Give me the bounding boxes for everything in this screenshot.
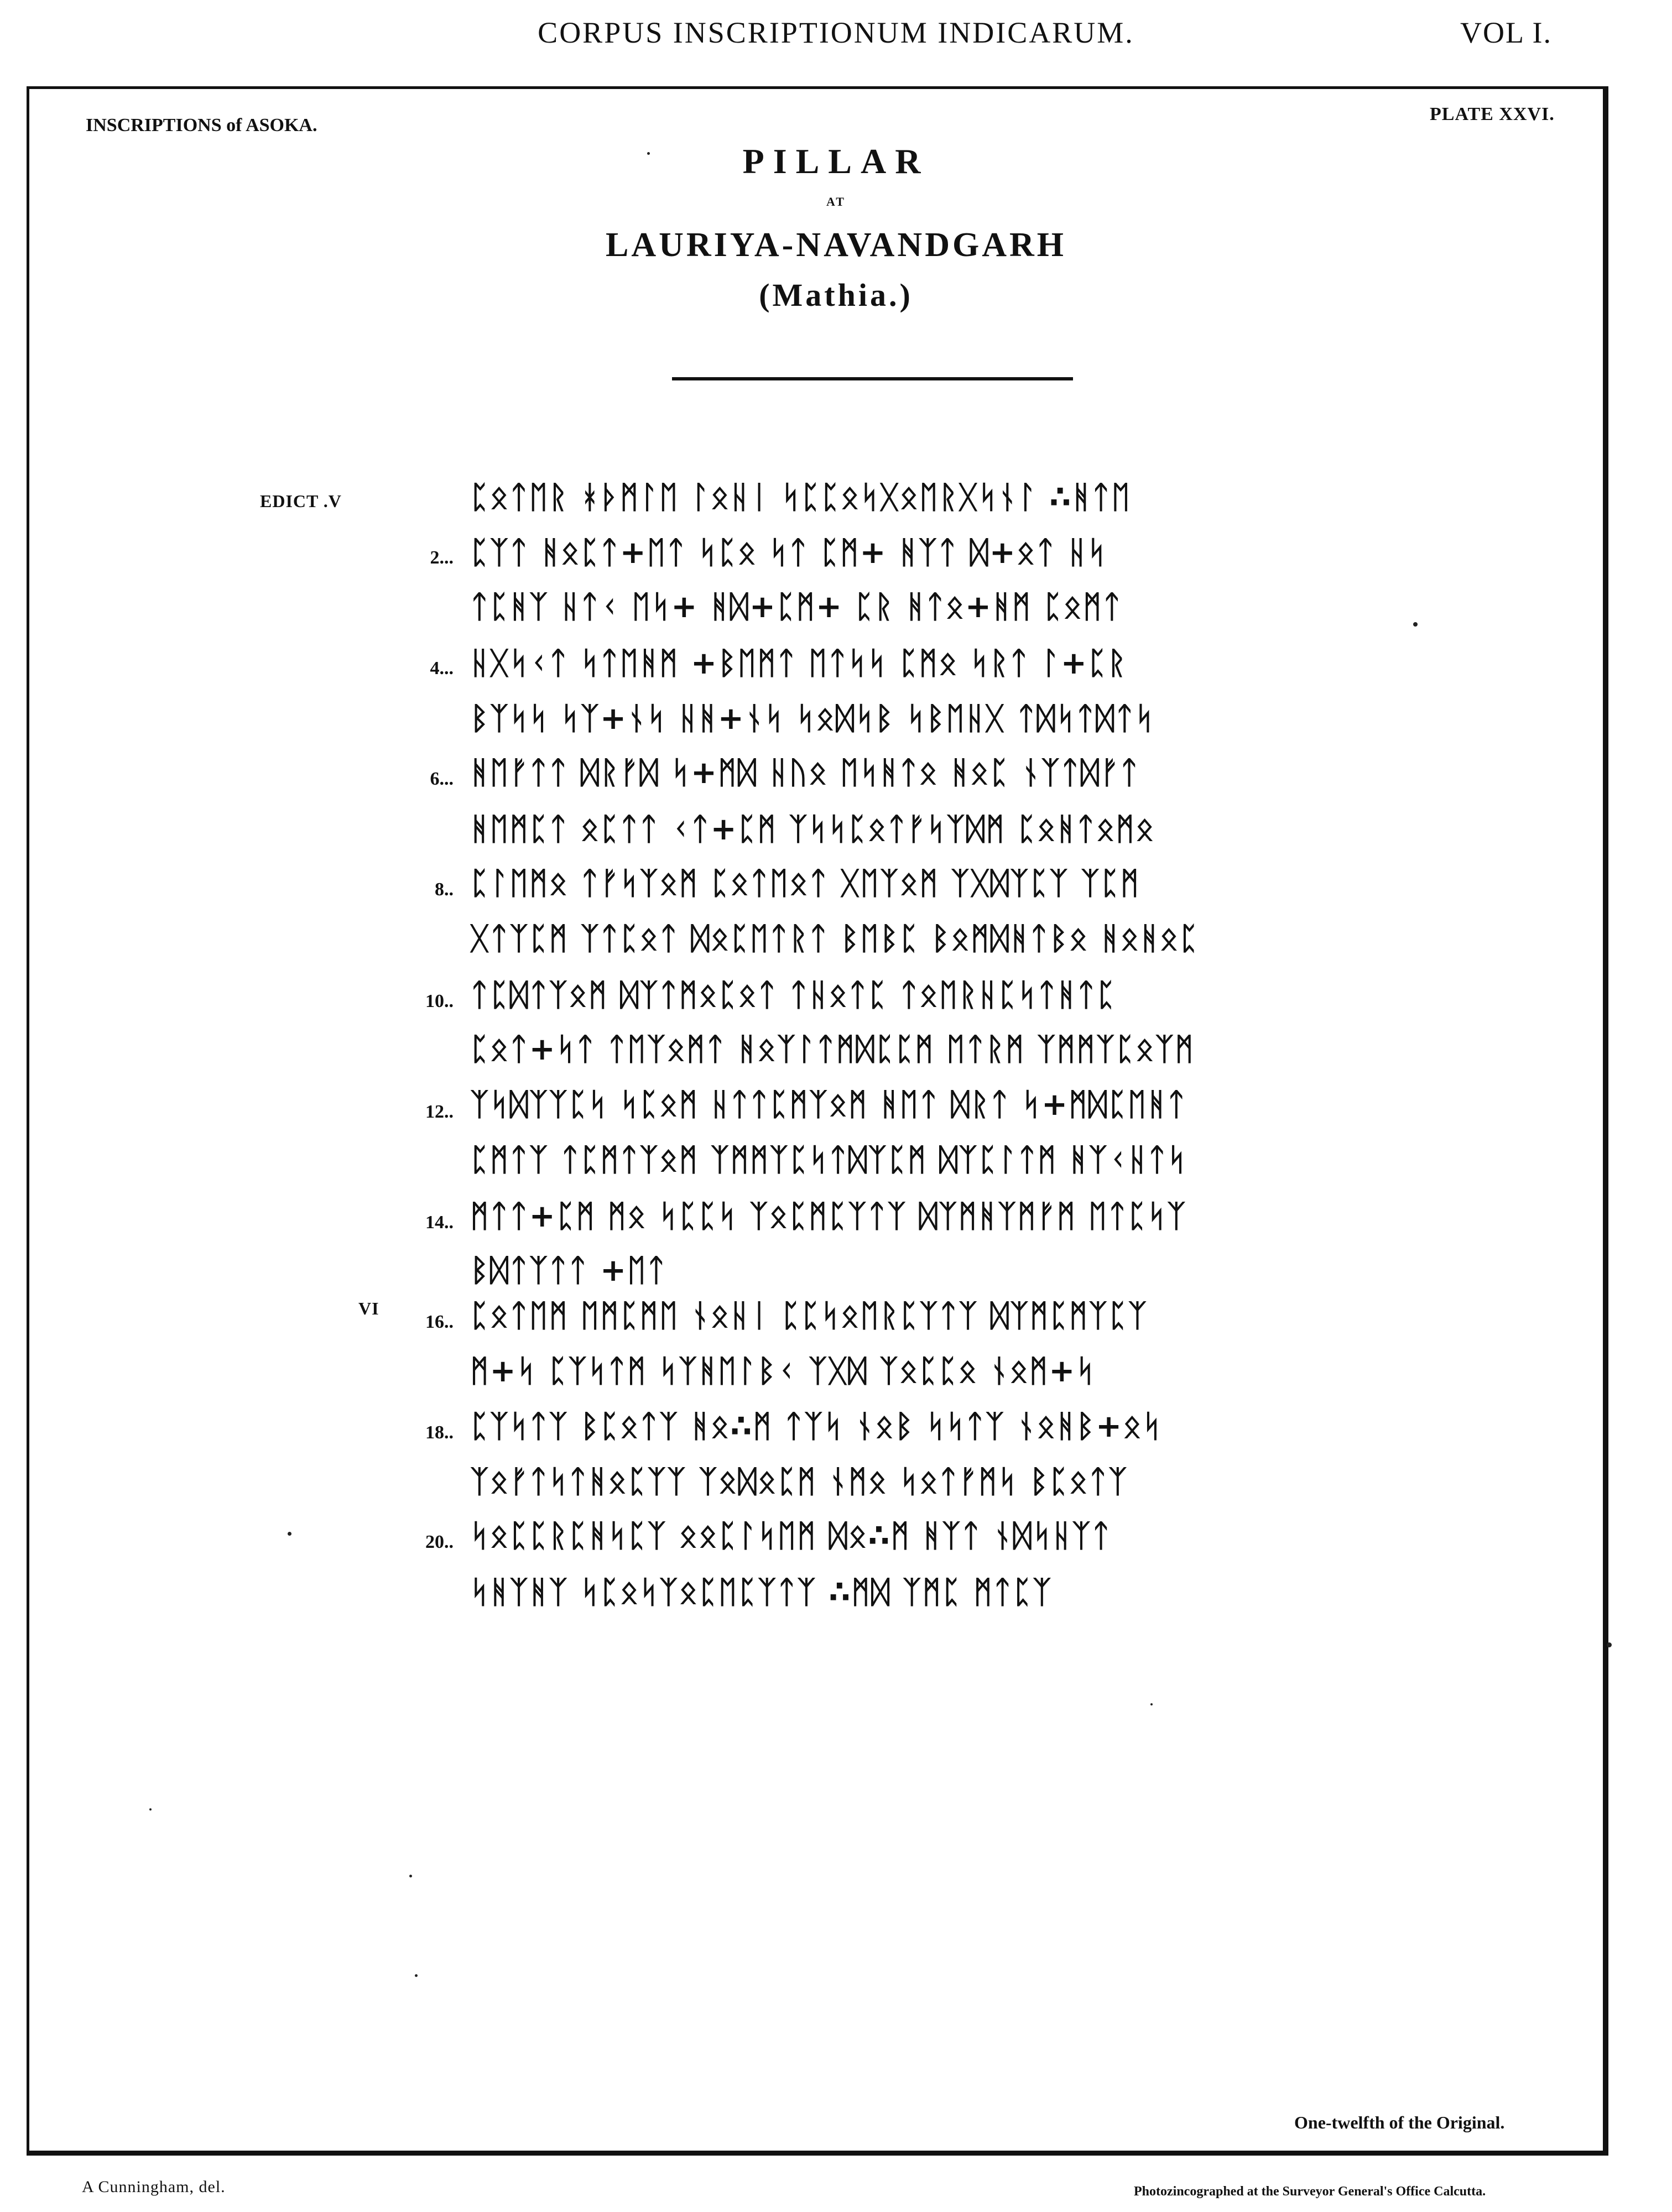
- inscription-line: ᛒᛞᛏᛉᛏᛏ +ᛖᛏ: [470, 1253, 667, 1288]
- line-number: 8..: [435, 879, 454, 900]
- inscription-line: ᛉᛟᚠᛏᛋᛏᚻᛟᛈᛉᛉ ᛉᛟᛞᛟᛈᛗ ᚾᛗᛟ ᛋᛟᛏᚠᛗᛋ ᛒᛈᛟᛏᛉ: [470, 1464, 1128, 1500]
- inscription-line: ᛗᛏᛏ+ᛈᛗ ᛗᛟ ᛋᛈᛈᛋ ᛉᛟᛈᛗᛈᛉᛏᛉ ᛞᛉᛗᚻᛉᛗᚠᛗ ᛖᛏᛈᛋᛉ: [470, 1198, 1187, 1234]
- title-rule: [672, 377, 1073, 380]
- inscription-line: ᚻᛖᛗᛈᛏ ᛟᛈᛏᛏ ᚲᛏ+ᛈᛗ ᛉᛋᛋᛈᛟᛏᚠᛋᛉᛞᛗ ᛈᛟᚻᛏᛟᛗᛟ: [470, 811, 1155, 847]
- line-number: 14..: [425, 1212, 454, 1233]
- artist-credit: A Cunningham, del.: [82, 2178, 226, 2196]
- running-title: CORPUS INSCRIPTIONUM INDICARUM.: [538, 16, 1134, 49]
- inscription-line: ᛈᛉᛏ ᚻᛟᛈᛏ+ᛖᛏ ᛋᛈᛟ ᛋᛏ ᛈᛗ+ ᚻᛉᛏ ᛞ+ᛟᛏ ᚺᛋ: [470, 535, 1107, 571]
- plate-title: PILLAR: [742, 142, 930, 181]
- line-number: 2...: [430, 547, 454, 568]
- plate-number: PLATE XXVI.: [1430, 104, 1555, 124]
- scale-note: One-twelfth of the Original.: [1294, 2112, 1505, 2132]
- edict-vi-label: VI: [358, 1298, 379, 1318]
- printer-credit: Photozincographed at the Surveyor General's Office Calcutta.: [1134, 2184, 1486, 2199]
- print-speck: [1607, 1642, 1612, 1647]
- inscription-line: ᚺᚷᛋᚲᛏ ᛋᛏᛖᚻᛗ +ᛒᛖᛗᛏ ᛖᛏᛋᛋ ᛈᛗᛟ ᛋᚱᛏ ᛚ+ᛈᚱ: [470, 645, 1128, 681]
- print-speck: [1413, 622, 1418, 627]
- line-number: 16..: [425, 1312, 454, 1332]
- series-label: INSCRIPTIONS of ASOKA.: [86, 115, 317, 135]
- inscription-line: ᛉᛋᛞᛉᛉᛈᛋ ᛋᛈᛟᛗ ᚺᛏᛏᛈᛗᛉᛟᛗ ᚻᛖᛏ ᛞᚱᛏ ᛋ+ᛗᛞᛈᛖᚻᛏ: [470, 1087, 1187, 1123]
- inscription-line: ᛈᛟᛏᛖᛗ ᛖᛗᛈᛗᛖ ᚾᛟᚺᛁ ᛈᛈᛋᛟᛖᚱᛈᛉᛏᛉ ᛞᛉᛗᛈᛗᛉᛈᛉ: [470, 1298, 1148, 1334]
- inscription-line: ᛒᛉᛋᛋ ᛋᛉ+ᚾᛋ ᚺᚻ+ᚾᛋ ᛋᛟᛞᛋᛒ ᛋᛒᛖᚺᚷ ᛏᛞᛋᛏᛞᛏᛋ: [470, 701, 1155, 737]
- line-number: 12..: [425, 1102, 454, 1122]
- line-number: 4...: [430, 658, 454, 679]
- site-subname: (Mathia.): [759, 277, 913, 313]
- inscription-line: ᚻᛖᚠᛏᛏ ᛞᚱᚠᛞ ᛋ+ᛗᛞ ᚺᚢᛟ ᛖᛋᚻᛏᛟ ᚻᛟᛈ ᚾᛉᛏᛞᚠᛏ: [470, 755, 1140, 791]
- inscription-line: ᛈᛚᛖᛗᛟ ᛏᚠᛋᛉᛟᛗ ᛈᛟᛏᛖᛟᛏ ᚷᛖᛉᛟᛗ ᛉᚷᛞᛉᛈᛉ ᛉᛈᛗ: [470, 865, 1140, 901]
- inscription-line: ᛏᛈᛞᛏᛉᛟᛗ ᛞᛉᛏᛗᛟᛈᛟᛏ ᛏᚺᛟᛏᛈ ᛏᛟᛖᚱᚺᛈᛋᛏᚻᛏᛈ: [470, 977, 1117, 1013]
- print-speck: [409, 1875, 412, 1877]
- print-speck: [647, 152, 650, 155]
- line-number: 18..: [425, 1422, 454, 1443]
- print-speck: [288, 1532, 291, 1536]
- inscription-line: ᛈᛟᛏᛖᚱ ᚼᚦᛗᛚᛖ ᛚᛟᚺᛁ ᛋᛈᛈᛟᛋᚷᛟᛖᚱᚷᛋᚾᛚ ∴ᚻᛏᛖ: [470, 479, 1131, 515]
- volume-label: VOL I.: [1460, 16, 1552, 49]
- line-number: 6...: [430, 769, 454, 789]
- inscription-line: ᛈᛗᛏᛉ ᛏᛈᛗᛏᛉᛟᛗ ᛉᛗᛗᛉᛈᛋᛏᛞᛉᛈᛗ ᛞᛉᛈᛚᛏᛗ ᚻᛉᚲᚺᛏᛋ: [470, 1142, 1187, 1178]
- plate-title-connector: AT: [826, 195, 846, 208]
- print-speck: [149, 1808, 152, 1811]
- inscription-line: ᛈᛟᛏ+ᛋᛏ ᛏᛖᛉᛟᛗᛏ ᚻᛟᛉᛚᛏᛗᛞᛈᛈᛗ ᛖᛏᚱᛗ ᛉᛗᛗᛉᛈᛟᛉᛗ: [470, 1031, 1195, 1067]
- line-number: 10..: [425, 991, 454, 1011]
- inscription-line: ᛈᛉᛋᛏᛉ ᛒᛈᛟᛏᛉ ᚻᛟ∴ᛗ ᛏᛉᛋ ᚾᛟᛒ ᛋᛋᛏᛉ ᚾᛟᚻᛒ+ᛟᛋ: [470, 1408, 1163, 1444]
- site-name: LAURIYA-NAVANDGARH: [606, 226, 1066, 264]
- inscription-line: ᛗ+ᛋ ᛈᛉᛋᛏᛗ ᛋᛉᚻᛖᛚᛒᚲ ᛉᚷᛞ ᛉᛟᛈᛈᛟ ᚾᛟᛗ+ᛋ: [470, 1353, 1096, 1389]
- edict-v-label: EDICT .V: [260, 491, 342, 511]
- print-speck: [415, 1974, 418, 1977]
- inscription-line: ᛋᛟᛈᛈᚱᛈᚻᛋᛈᛉ ᛟᛟᛈᛚᛋᛖᛗ ᛞᛟ∴ᛗ ᚻᛉᛏ ᚾᛞᛋᚺᛉᛏ: [470, 1518, 1112, 1554]
- line-number: 20..: [425, 1532, 454, 1552]
- print-speck: [1150, 1703, 1153, 1705]
- inscription-line: ᛏᛈᚻᛉ ᚺᛏᚲ ᛖᛋ+ ᚻᛞ+ᛈᛗ+ ᛈᚱ ᚻᛏᛟ+ᚻᛗ ᛈᛟᛗᛏ: [470, 589, 1123, 625]
- inscription-line: ᚷᛏᛉᛈᛗ ᛉᛏᛈᛟᛏ ᛞᛟᛈᛖᛏᚱᛏ ᛒᛖᛒᛈ ᛒᛟᛗᛞᚻᛏᛒᛟ ᚻᛟᚻᛟᛈ: [470, 921, 1199, 957]
- inscription-line: ᛋᚻᛉᚻᛉ ᛋᛈᛟᛋᛉᛟᛈᛖᛈᛉᛏᛉ ∴ᛗᛞ ᛉᛗᛈ ᛗᛏᛈᛉ: [470, 1574, 1053, 1610]
